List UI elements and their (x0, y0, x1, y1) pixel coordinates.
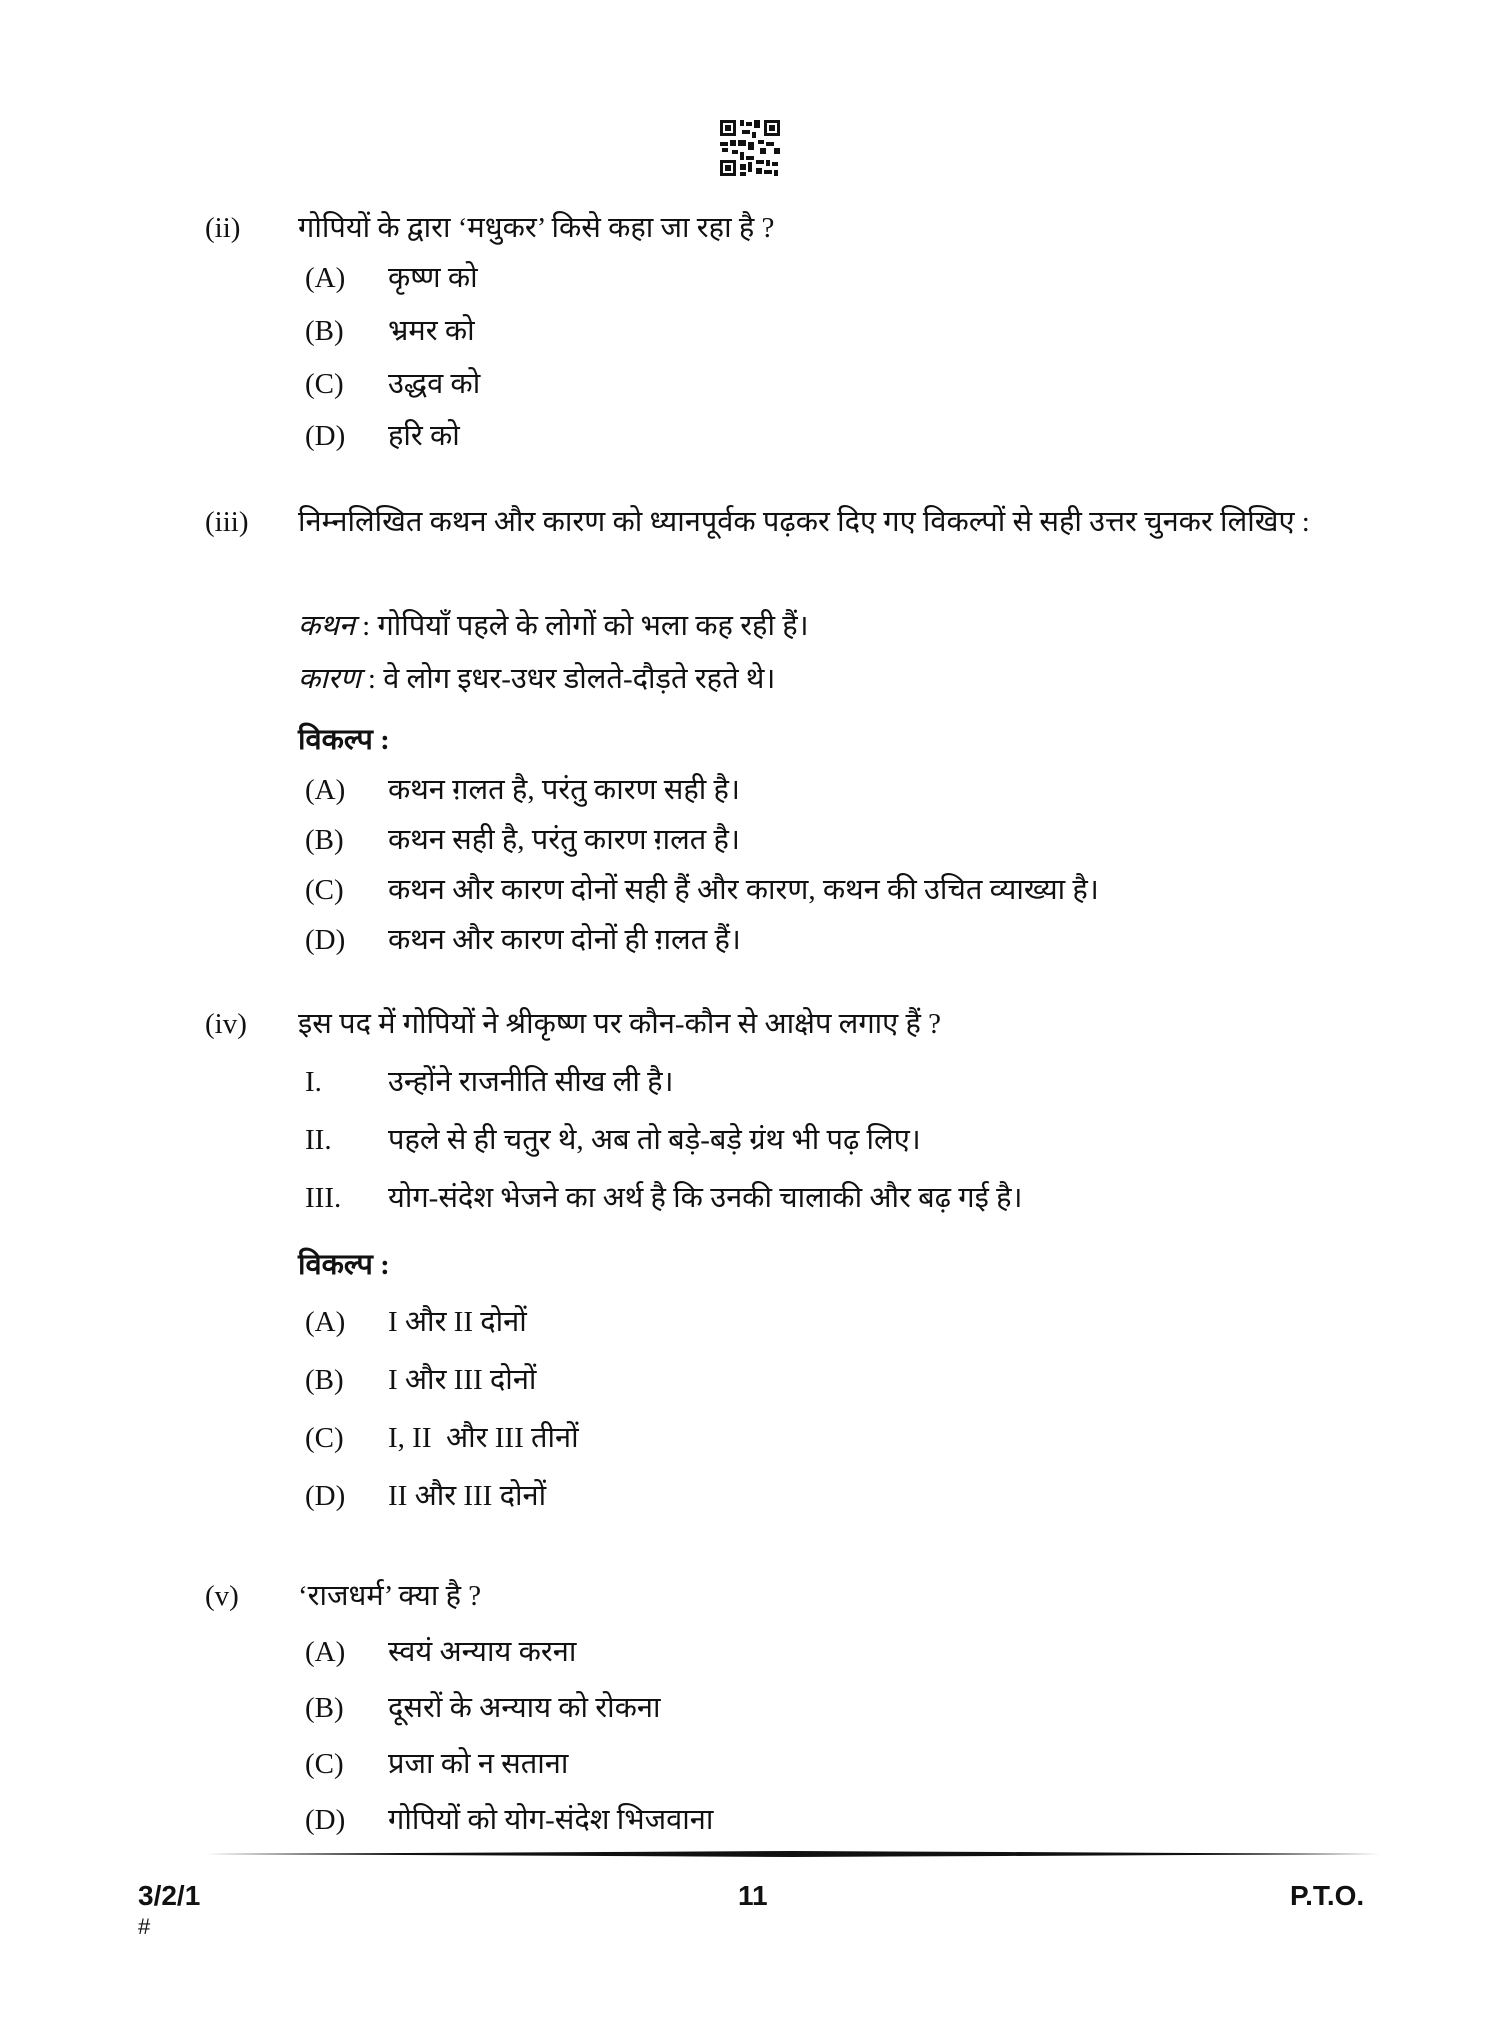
option-label: (B) (305, 1692, 344, 1724)
page-number: 11 (738, 1880, 768, 1911)
assertion-sep: : (354, 610, 378, 642)
option-c (0, 364, 1505, 404)
option-label: (C) (305, 368, 344, 400)
options-heading: विकल्प : (298, 724, 390, 756)
question-number: (v) (205, 1580, 239, 1612)
statement-label: II. (305, 1124, 332, 1156)
option-text: कथन और कारण दोनों ही ग़लत हैं। (388, 924, 741, 956)
option-text: प्रजा को न सताना (388, 1748, 569, 1780)
statement-label: I. (305, 1066, 322, 1098)
pto-label: P.T.O. (1290, 1880, 1365, 1911)
question-stem: इस पद में गोपियों ने श्रीकृष्ण पर कौन-कौन से आक्षेप लगाए हैं ? (298, 1008, 941, 1040)
reason-line (298, 659, 775, 699)
option-c (0, 870, 1505, 910)
option-label: (A) (305, 774, 346, 806)
option-a (0, 770, 1505, 810)
option-label: (C) (305, 1422, 344, 1454)
option-b (0, 311, 1505, 351)
option-c (0, 1744, 1505, 1784)
assertion-line (298, 606, 809, 646)
option-b (0, 1360, 1505, 1400)
option-label: (C) (305, 1748, 344, 1780)
option-text: गोपियों को योग-संदेश भिजवाना (388, 1804, 714, 1836)
option-text: I और II दोनों (388, 1306, 527, 1338)
option-label: (A) (305, 1636, 346, 1668)
option-text: I और III दोनों (388, 1364, 537, 1396)
footer-mark: # (138, 1914, 151, 1939)
question-stem: ‘राजधर्म’ क्या है ? (298, 1580, 482, 1612)
question-number: (ii) (205, 212, 241, 244)
assertion-text: गोपियाँ पहले के लोगों को भला कह रही हैं। (377, 610, 809, 642)
statement-ii (0, 1120, 1505, 1160)
question-number: (iv) (205, 1008, 247, 1040)
option-label: (A) (305, 262, 346, 294)
reason-sep: : (360, 663, 384, 695)
option-c (0, 1418, 1505, 1458)
paper-code: 3/2/1 (138, 1880, 201, 1911)
option-text: दूसरों के अन्याय को रोकना (388, 1692, 661, 1724)
option-b (0, 820, 1505, 860)
reason-text: वे लोग इधर-उधर डोलते-दौड़ते रहते थे। (383, 663, 776, 695)
option-a (0, 1632, 1505, 1672)
option-text: कथन ग़लत है, परंतु कारण सही है। (388, 774, 740, 806)
option-d (0, 1800, 1505, 1840)
statement-text: पहले से ही चतुर थे, अब तो बड़े-बड़े ग्रंथ भी पढ़ लिए। (388, 1124, 921, 1156)
option-text: स्वयं अन्याय करना (388, 1636, 577, 1668)
option-label: (D) (305, 1480, 346, 1512)
option-d (0, 1476, 1505, 1516)
option-text: उद्धव को (388, 368, 481, 400)
option-label: (D) (305, 420, 346, 452)
option-a (0, 258, 1505, 298)
options-heading: विकल्प : (298, 1249, 390, 1281)
reason-key: कारण (298, 663, 361, 695)
option-text: कथन और कारण दोनों सही हैं और कारण, कथन की उचित व्याख्या है। (388, 874, 1099, 906)
assertion-key: कथन (298, 610, 355, 642)
option-label: (B) (305, 824, 344, 856)
question-stem: गोपियों के द्वारा ‘मधुकर’ किसे कहा जा रहा है ? (298, 212, 775, 244)
option-b (0, 1688, 1505, 1728)
statement-text: योग-संदेश भेजने का अर्थ है कि उनकी चालाकी और बढ़ गई है। (388, 1182, 1023, 1214)
question-stem: निम्नलिखित कथन और कारण को ध्यानपूर्वक पढ़कर दिए गए विकल्पों से सही उत्तर चुनकर लिखिए : (298, 506, 1310, 538)
question-number: (iii) (205, 506, 249, 538)
option-label: (D) (305, 1804, 346, 1836)
statement-iii (0, 1178, 1505, 1218)
option-text: भ्रमर को (388, 315, 475, 347)
footer-divider (205, 1851, 1380, 1857)
option-a (0, 1302, 1505, 1342)
option-label: (B) (305, 1364, 344, 1396)
option-d (0, 920, 1505, 960)
statement-text: उन्होंने राजनीति सीख ली है। (388, 1066, 674, 1098)
option-label: (D) (305, 924, 346, 956)
option-text: I, II और III तीनों (388, 1422, 579, 1454)
qr-code-icon (718, 118, 782, 178)
option-d (0, 416, 1505, 456)
option-label: (A) (305, 1306, 346, 1338)
statement-i (0, 1062, 1505, 1102)
option-text: कथन सही है, परंतु कारण ग़लत है। (388, 824, 740, 856)
option-text: कृष्ण को (388, 262, 478, 294)
option-text: हरि को (388, 420, 460, 452)
statement-label: III. (305, 1182, 342, 1214)
option-label: (C) (305, 874, 344, 906)
option-label: (B) (305, 315, 344, 347)
option-text: II और III दोनों (388, 1480, 547, 1512)
